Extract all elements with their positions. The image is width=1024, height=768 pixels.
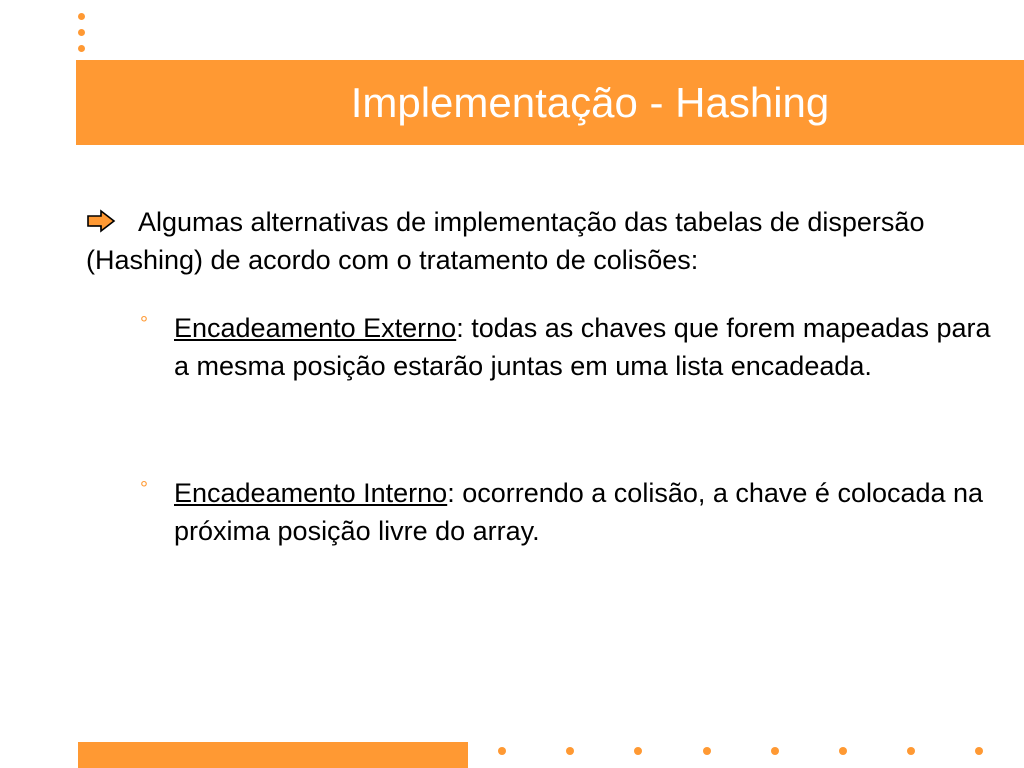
arrow-right-icon (86, 209, 116, 233)
bullet-marker: ° (140, 478, 148, 500)
bullet-term: Encadeamento Interno (174, 478, 448, 508)
decoration-dot (839, 747, 847, 755)
bullet-internal-chaining (140, 474, 994, 550)
decoration-dot (907, 747, 915, 755)
decoration-dot (78, 13, 85, 20)
decoration-dot (634, 747, 642, 755)
decoration-dot (78, 45, 85, 52)
intro-paragraph (86, 203, 986, 279)
bottom-accent-bar (78, 742, 468, 768)
decoration-dot (498, 747, 506, 755)
decoration-dot (703, 747, 711, 755)
intro-text: Algumas alternativas de implementação das tabelas de dispersão (Hashing) de acordo com o tratamento de colisões: (86, 207, 925, 275)
decoration-dot (771, 747, 779, 755)
bullet-term: Encadeamento Externo (174, 313, 457, 343)
bullet-text: : todas as chaves que forem mapeadas para a mesma posição estarão juntas em uma lista encadeada. (174, 313, 991, 381)
decoration-dot (975, 747, 983, 755)
title-band (76, 60, 1024, 145)
bullet-external-chaining (140, 309, 994, 385)
bullet-marker: ° (140, 313, 148, 335)
slide-title: Implementação - Hashing (350, 79, 830, 126)
decoration-dot (78, 29, 85, 36)
decoration-dot (566, 747, 574, 755)
bullet-text: : ocorrendo a colisão, a chave é colocada na próxima posição livre do array. (174, 478, 984, 546)
